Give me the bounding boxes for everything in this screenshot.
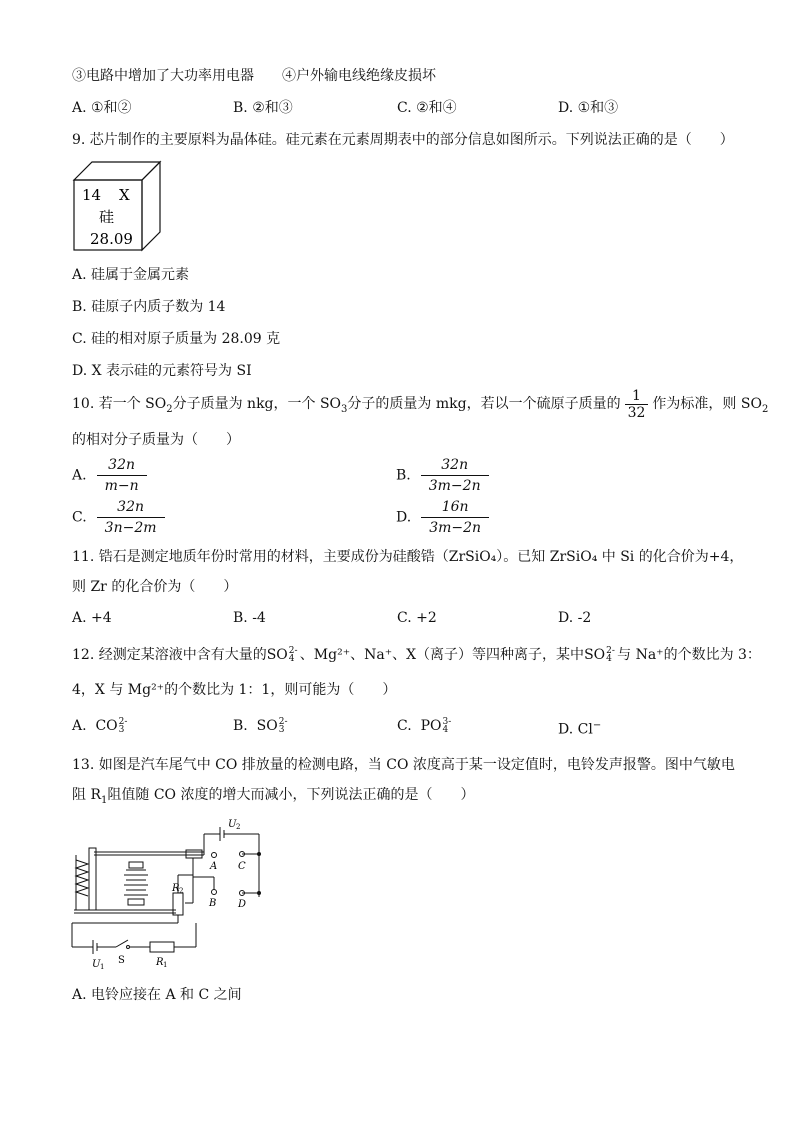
q12-stem-line2: 4，X 与 Mg²⁺的个数比为 1：1，则可能为（ ） <box>72 682 397 698</box>
svg-text:R: R <box>172 883 180 894</box>
q11-option-b[interactable]: B. -4 <box>233 610 266 626</box>
q10-option-a[interactable]: A. $\frac{32n}{m-n}$ <box>72 456 147 495</box>
q9-option-d[interactable]: D. X 表示硅的元素符号为 SI <box>72 363 252 379</box>
q12-option-d[interactable]: D. Cl− <box>558 720 602 738</box>
q10-option-d[interactable]: D. $\frac{16n}{3m-2n}$ <box>396 498 489 537</box>
svg-text:A: A <box>210 861 218 872</box>
q11-option-c[interactable]: C. +2 <box>397 610 437 626</box>
q11-stem: 11. 锆石是测定地质年份时常用的材料，主要成份为硅酸锆（ZrSiO₄）。已知 ZrSiO₄ 中 Si 的化合价为+4， <box>72 549 744 565</box>
q10-stem-fraction: $\frac{1}{32}$ <box>625 388 649 421</box>
element-card-figure <box>72 160 162 252</box>
q12-option-c[interactable]: C. PO 3- 4 <box>397 717 452 735</box>
svg-text:U: U <box>92 959 101 970</box>
q13-stem: 13. 如图是汽车尾气中 CO 排放量的检测电路，当 CO 浓度高于某一设定值时，电铃发声报警。图中气敏电 <box>72 757 735 773</box>
q13-option-a[interactable]: A. 电铃应接在 A 和 C 之间 <box>72 987 242 1003</box>
svg-text:2: 2 <box>179 887 184 895</box>
q9-option-b[interactable]: B. 硅原子内质子数为 14 <box>72 299 226 315</box>
svg-text:S: S <box>118 955 125 966</box>
q11-option-a[interactable]: A. +4 <box>72 610 112 626</box>
svg-text:B: B <box>209 898 217 909</box>
svg-text:1: 1 <box>100 963 105 971</box>
q8-item-line: ③电路中增加了大功率用电器 ④户外输电线绝缘皮损坏 <box>72 68 436 84</box>
svg-text:R: R <box>156 957 164 968</box>
q9-option-a[interactable]: A. 硅属于金属元素 <box>72 267 190 283</box>
q12-option-a[interactable]: A. CO 2- 3 <box>72 717 128 735</box>
element-symbol: X <box>119 186 130 204</box>
q10-stem-line2: 的相对分子质量为（ ） <box>72 432 240 448</box>
co-detector-circuit-diagram <box>66 815 276 975</box>
q8-option-d[interactable]: D. ①和③ <box>558 100 619 116</box>
q9-stem: 9. 芯片制作的主要原料为晶体硅。硅元素在元素周期表中的部分信息如图所示。下列说法正确的是（ ） <box>72 132 734 148</box>
q11-option-d[interactable]: D. -2 <box>558 610 592 626</box>
svg-text:C: C <box>238 861 246 872</box>
q12-option-b[interactable]: B. SO 2- 3 <box>233 717 288 735</box>
q9-option-c[interactable]: C. 硅的相对原子质量为 28.09 克 <box>72 331 281 347</box>
svg-text:1: 1 <box>163 961 168 969</box>
element-name: 硅 <box>99 208 115 226</box>
q8-option-c[interactable]: C. ②和④ <box>397 100 457 116</box>
element-mass: 28.09 <box>90 230 133 248</box>
q8-option-b[interactable]: B. ②和③ <box>233 100 293 116</box>
q10-option-c[interactable]: C. $\frac{32n}{3n-2m}$ <box>72 498 165 537</box>
svg-text:D: D <box>238 899 247 910</box>
svg-text:U: U <box>228 819 237 830</box>
q10-option-b[interactable]: B. $\frac{32n}{3m-2n}$ <box>396 456 489 495</box>
svg-text:2: 2 <box>236 823 241 831</box>
element-number: 14 <box>82 186 102 204</box>
q10-stem: 10. 若一个 $SO_2$分子质量为 nkg，一个 $SO_3$分子的质量为 mkg，若以一个硫原子质量的 $\frac{1}{32}$ 作为标准，则 $SO_2$ <box>72 387 769 421</box>
q13-stem-line2: 阻 $R_1$阻值随 CO 浓度的增大而减小，下列说法正确的是（ ） <box>72 787 475 806</box>
q11-stem-line2: 则 Zr 的化合价为（ ） <box>72 579 238 595</box>
q8-option-a[interactable]: A. ①和② <box>72 100 132 116</box>
q12-stem: 12. 经测定某溶液中含有大量的SO 2- 4 、Mg²⁺、Na⁺、X（离子）等四种离子，某中SO 2- 4 与 Na⁺的个数比为 3： <box>72 646 761 664</box>
